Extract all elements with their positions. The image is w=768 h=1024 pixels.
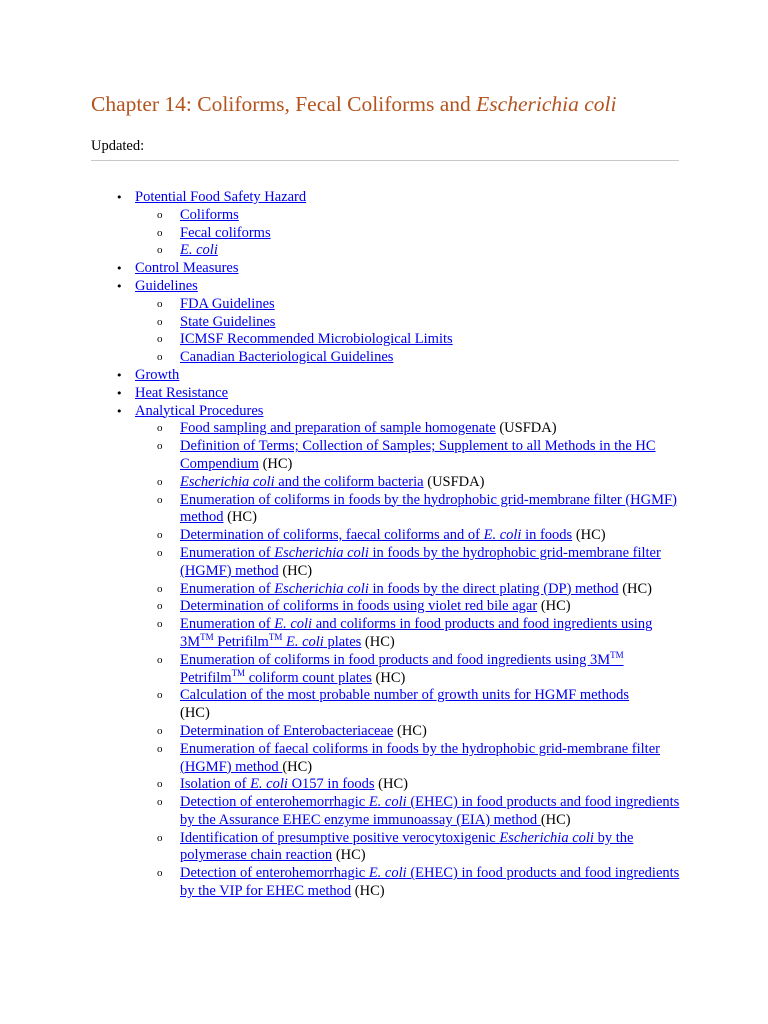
source-label: (HC) (278, 562, 313, 579)
toc-subitem (180, 207, 680, 225)
link-e-coli[interactable] (180, 242, 218, 258)
link-text: Isolation of (180, 776, 251, 793)
procedure-item (180, 420, 680, 438)
link-analytical-procedures[interactable]: Analytical Procedures (135, 402, 264, 419)
source-label: (HC) (258, 455, 293, 472)
link-text: Petrifilm (180, 669, 232, 686)
title-text: Chapter 14: Coliforms, Fecal Coliforms and (91, 92, 477, 116)
italic-text: Escherichia coli (180, 473, 275, 490)
toc-item-growth (135, 367, 680, 385)
trademark-mark: TM (231, 667, 246, 678)
procedure-item (180, 581, 680, 599)
source-label: (HC) (572, 527, 606, 544)
procedure-item (180, 598, 680, 616)
link-text: and the coliform bacteria (274, 473, 424, 490)
source-label: (HC) (282, 758, 313, 775)
procedure-item (180, 492, 680, 528)
link-coliforms-hgmf[interactable]: Enumeration of coliforms in foods by the hydrophobic grid-membrane filter (HGMF) method (180, 491, 677, 526)
source-label: (USFDA) (423, 473, 485, 490)
procedure-item (180, 527, 680, 545)
link-text: Determination of coliforms, faecal coliforms and of (180, 527, 484, 544)
link-guidelines[interactable]: Guidelines (135, 277, 198, 294)
analytical-sublist (135, 420, 680, 901)
guidelines-sublist (135, 296, 680, 367)
source-label: (HC) (223, 509, 257, 526)
source-label: (HC) (374, 776, 408, 793)
toc-subitem (180, 225, 680, 243)
link-text: Detection of enterohemorrhagic (180, 865, 369, 882)
procedure-item (180, 649, 680, 688)
link-petrifilm-ecoli-plates[interactable] (180, 616, 652, 650)
link-text: Enumeration of (180, 544, 275, 561)
page-title (91, 92, 616, 117)
link-faecal-coliforms-hgmf[interactable]: Enumeration of faecal coliforms in foods by the hydrophobic grid-membrane filter (HGMF) method (180, 740, 660, 775)
link-enterobacteriaceae[interactable]: Determination of Enterobacteriaceae (180, 722, 394, 739)
toc-item-hazard (135, 189, 680, 260)
italic-text: Escherichia coli (274, 544, 369, 561)
link-text: Identification of presumptive positive verocytoxigenic (180, 829, 500, 846)
link-text: by the polymerase chain reaction (180, 829, 634, 864)
link-definition-of-terms[interactable]: Definition of Terms; Collection of Samples; Supplement to all Methods in the HC Compendium (180, 438, 656, 472)
toc-subitem (180, 296, 680, 314)
toc-item-control-measures (135, 260, 680, 278)
source-label: (HC) (361, 633, 395, 650)
source-label: (HC) (537, 598, 571, 615)
toc-item-analytical (135, 403, 680, 901)
trademark-mark: TM (268, 631, 283, 642)
updated-label: Updated: (91, 138, 145, 154)
link-canadian-guidelines[interactable]: Canadian Bacteriological Guidelines (180, 349, 394, 366)
source-label: (HC) (371, 669, 406, 686)
link-text: in foods by the direct plating (DP) method (368, 580, 619, 597)
link-heat-resistance[interactable]: Heat Resistance (135, 384, 229, 401)
toc-item-heat-resistance (135, 385, 680, 403)
link-potential-food-safety-hazard[interactable]: Potential Food Safety Hazard (135, 189, 307, 205)
link-ecoli-o157[interactable] (180, 776, 375, 792)
link-ecoli-direct-plating[interactable] (180, 581, 619, 597)
procedure-item (180, 830, 680, 866)
link-state-guidelines[interactable]: State Guidelines (180, 313, 276, 330)
procedure-item (180, 723, 680, 741)
italic-text: E. coli (180, 242, 218, 259)
procedure-item (180, 545, 680, 581)
italic-text: E. coli (274, 616, 313, 633)
toc-subitem (180, 242, 680, 260)
link-text: Enumeration of coliforms in food products and food ingredients using 3M (180, 651, 611, 668)
trademark-mark: TM (200, 631, 214, 642)
toc-subitem (180, 314, 680, 332)
procedure-item (180, 474, 680, 492)
link-text: (EHEC) in food products and food ingredients by the VIP for EHEC method (180, 865, 680, 900)
link-text: O157 in foods (287, 776, 375, 793)
link-text: in foods by the hydrophobic grid-membrane filter (HGMF) method (180, 544, 661, 579)
procedure-item (180, 865, 680, 901)
link-text: coliform count plates (245, 669, 372, 686)
toc-subitem (180, 349, 680, 367)
italic-text: E. coli (282, 633, 324, 650)
source-label: (HC) (332, 847, 366, 864)
source-label: (HC) (393, 722, 427, 739)
italic-text: E. coli (483, 527, 522, 544)
link-text: in foods (521, 527, 573, 544)
link-text: plates (323, 633, 362, 650)
link-control-measures[interactable]: Control Measures (135, 260, 239, 277)
link-fda-guidelines[interactable]: FDA Guidelines (180, 295, 275, 312)
link-text: Petrifilm (213, 633, 269, 650)
link-text: Detection of enterohemorrhagic (180, 794, 369, 811)
link-mpn-calculation[interactable]: Calculation of the most probable number of growth units for HGMF methods (180, 687, 630, 704)
source-label: (HC) (618, 580, 652, 597)
procedure-item (180, 741, 680, 777)
link-text: Enumeration of (180, 616, 275, 633)
italic-text: E. coli (368, 794, 407, 811)
table-of-contents (135, 189, 680, 901)
divider (91, 160, 679, 161)
link-growth[interactable]: Growth (135, 366, 180, 383)
link-ehec-vip[interactable] (180, 865, 679, 899)
link-coliforms[interactable]: Coliforms (180, 206, 239, 223)
link-icmsf-limits[interactable]: ICMSF Recommended Microbiological Limits (180, 331, 453, 348)
italic-text: E. coli (368, 865, 407, 882)
link-text: (EHEC) in food products and food ingredients by the Assurance EHEC enzyme immunoassay (EIA) method (180, 794, 680, 828)
toc-subitem (180, 331, 680, 349)
source-label: (HC) (540, 811, 571, 828)
italic-text: Escherichia coli (499, 829, 594, 846)
link-determination-coliforms[interactable] (180, 527, 572, 543)
source-label: (HC) (180, 705, 210, 722)
link-text: and coliforms in food products and food ingredients using 3M (180, 616, 653, 650)
link-ecoli-hgmf[interactable] (180, 545, 661, 579)
link-food-sampling[interactable]: Food sampling and preparation of sample homogenate (180, 420, 496, 437)
link-text: Enumeration of (180, 580, 275, 597)
procedure-item (180, 616, 680, 652)
procedure-item (180, 794, 680, 830)
source-label: (USFDA) (495, 420, 557, 437)
link-ehec-assurance-eia[interactable] (180, 794, 679, 828)
title-italic-text: Escherichia coli (476, 92, 617, 116)
procedure-item (180, 438, 680, 474)
toc-item-guidelines (135, 278, 680, 367)
procedure-item (180, 687, 680, 723)
italic-text: Escherichia coli (274, 580, 369, 597)
italic-text: E. coli (250, 776, 288, 793)
link-verocytoxigenic-pcr[interactable] (180, 830, 633, 864)
trademark-mark: TM (610, 649, 624, 660)
link-fecal-coliforms[interactable]: Fecal coliforms (180, 224, 271, 241)
hazard-sublist (135, 207, 680, 260)
link-violet-red-bile-agar[interactable]: Determination of coliforms in foods using violet red bile agar (180, 598, 538, 615)
procedure-item (180, 776, 680, 794)
source-label: (HC) (351, 883, 385, 900)
link-ecoli-coliform-bacteria[interactable] (180, 474, 424, 490)
